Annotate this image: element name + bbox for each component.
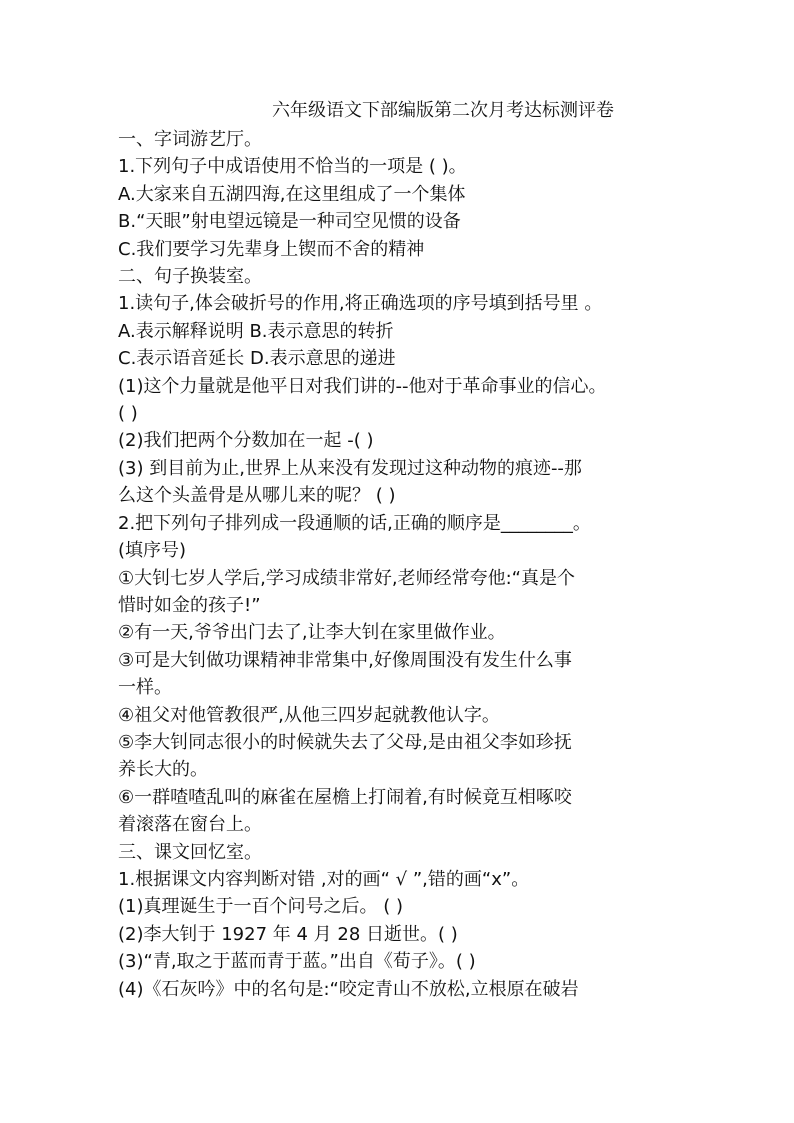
exam-body (118, 126, 698, 1003)
question-text: (3)“青,取之于蓝而青于蓝。”出自《荀子》。( ) (118, 951, 476, 973)
sentence-item: ④祖父对他管教很严,从他三四岁起就教他认字。 (118, 704, 500, 726)
question-text: (4)《石灰吟》中的名句是:“咬定青山不放松,立根原在破岩 (118, 978, 579, 1000)
option-text: A.大家来自五湖四海,在这里组成了一个集体 (118, 183, 466, 205)
question-text: (1)这个力量就是他平日对我们讲的--他对于革命事业的信心。 (118, 375, 607, 397)
exam-page (118, 96, 698, 1003)
option-text: B.“天眼”射电望远镜是一种司空见惯的设备 (118, 211, 461, 233)
sentence-item: ②有一天,爷爷出门去了,让李大钊在家里做作业。 (118, 622, 506, 644)
section-heading: 三、课文回忆室。 (118, 841, 262, 863)
question-text: (3) 到目前为止,世界上从来没有发现过这种动物的痕迹--那 (118, 457, 582, 479)
option-text: A.表示解释说明 B.表示意思的转折 (118, 320, 394, 342)
option-text: C.我们要学习先辈身上锲而不舍的精神 (118, 238, 425, 260)
section-heading: 二、句子换装室。 (118, 266, 262, 288)
sentence-item: ①大钊七岁人学后,学习成绩非常好,老师经常夸他:“真是个 (118, 567, 575, 589)
question-text: 1.下列句子中成语使用不恰当的一项是 ( )。 (118, 156, 467, 178)
sentence-item: 养长大的。 (118, 759, 208, 781)
page-title: 六年级语文下部编版第二次月考达标测评卷 (272, 100, 614, 121)
question-text: 么这个头盖骨是从哪儿来的呢？ ( ) (118, 485, 396, 507)
sentence-item: ⑤李大钊同志很小的时候就失去了父母,是由祖父李如珍抚 (118, 731, 572, 753)
question-text: 1.读句子,体会破折号的作用,将正确选项的序号填到括号里 。 (118, 293, 603, 315)
sentence-item: 一样。 (118, 677, 172, 699)
question-text: 2.把下列句子排列成一段通顺的话,正确的顺序是________。 (118, 512, 591, 534)
answer-blank: ( ) (118, 403, 138, 425)
sentence-item: 着滚落在窗台上。 (118, 814, 262, 836)
question-text: (填序号) (118, 540, 187, 562)
sentence-item: ⑥一群喳喳乱叫的麻雀在屋檐上打闹着,有时候竟互相啄咬 (118, 786, 572, 808)
section-heading: 一、字词游艺厅。 (118, 129, 262, 150)
question-text: (2)我们把两个分数加在一起 -( ) (118, 430, 374, 452)
question-text: (2)李大钊于 1927 年 4 月 28 日逝世。( ) (118, 923, 458, 945)
question-text: 1.根据课文内容判断对错 ,对的画“ √ ”,错的画“x”。 (118, 868, 530, 890)
question-text: (1)真理诞生于一百个问号之后。 ( ) (118, 896, 403, 918)
option-text: C.表示语音延长 D.表示意思的递进 (118, 348, 396, 370)
sentence-item: ③可是大钊做功课精神非常集中,好像周围没有发生什么事 (118, 649, 572, 671)
sentence-item: 惜时如金的孩子!” (118, 594, 261, 616)
